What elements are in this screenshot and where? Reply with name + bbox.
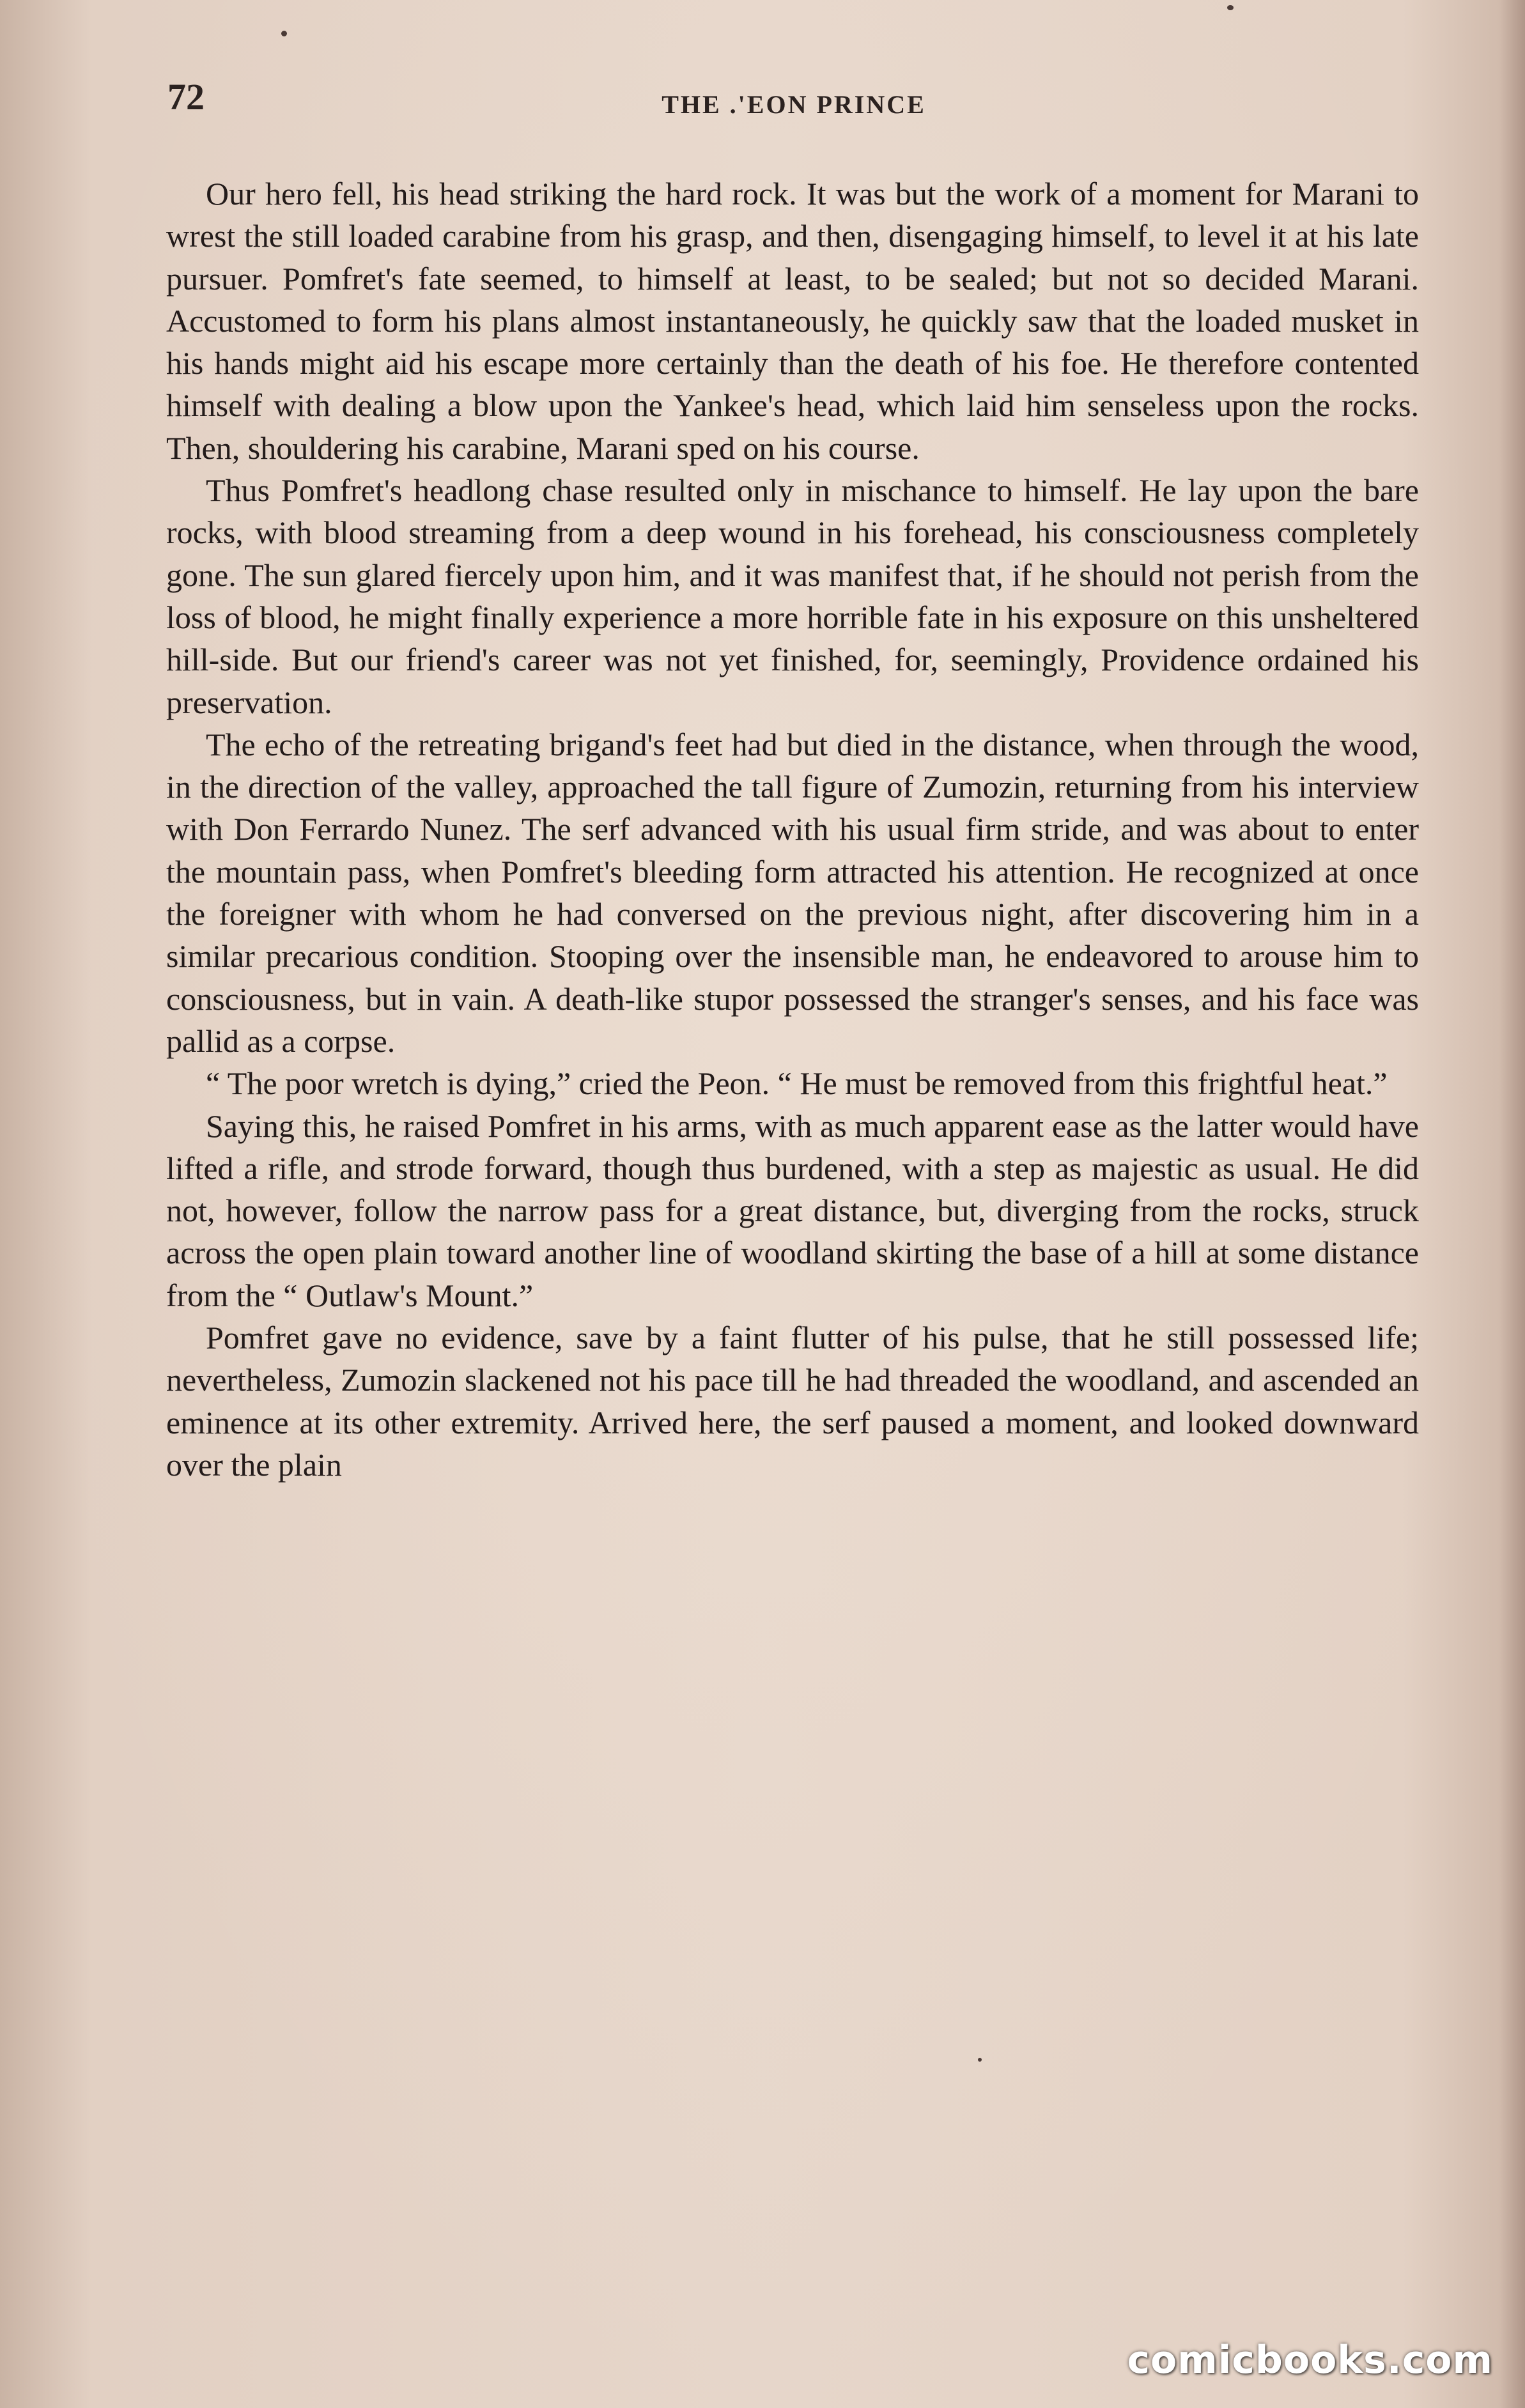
- paragraph: Pomfret gave no evidence, save by a faint flutter of his pulse, that he still possessed life; nevertheless, Zumozin slackened not his pace till he had threaded the woodland, and ascended an eminence at its other extremity. Arrived here, the serf paused a moment, and looked downward over the plain: [166, 1320, 1419, 1483]
- running-title: THE .'EON PRINCE: [662, 90, 926, 119]
- site-watermark: comicbooks.com: [1127, 2338, 1493, 2382]
- page-header: [167, 75, 1420, 133]
- page-edge-shadow: [1499, 0, 1525, 2408]
- paragraph: The echo of the retreating brigand's feet had but died in the distance, when through the wood, in the direction of the valley, approached the tall figure of Zumozin, returning from his interview with Don Ferrardo Nunez. The serf advanced with his usual firm stride, and was about to enter the mountain pass, when Pomfret's bleeding form attracted his attention. He recognized at once the foreigner with whom he had conversed on the previous night, after discovering him in a similar precarious condition. Stooping over the insensible man, he endeavored to arouse him to consciousness, but in vain. A death-like stupor possessed the stranger's senses, and his face was pallid as a corpse.: [166, 726, 1419, 1059]
- ink-speck: [281, 31, 287, 36]
- ink-speck: [978, 2058, 982, 2062]
- paragraph: Saying this, he raised Pomfret in his arms, with as much apparent ease as the latter would have lifted a rifle, and strode forward, though thus burdened, with a step as majestic as usual. He did not, however, follow the narrow pass for a great distance, but, diverging from the rocks, struck across the open plain toward another line of woodland skirting the base of a hill at some distance from the “ Outlaw's Mount.”: [166, 1108, 1419, 1313]
- ink-speck: [1227, 5, 1234, 10]
- paragraph: Our hero fell, his head striking the hard rock. It was but the work of a moment for Marani to wrest the still loaded carabine from his grasp, and then, disengaging himself, to level it at his late pursuer. Pomfret's fate seemed, to himself at least, to be sealed; but not so decided Marani. Accustomed to form his plans almost instantaneously, he quickly saw that the loaded musket in his hands might aid his escape more certainly than the death of his foe. He therefore contented himself with dealing a blow upon the Yankee's head, which laid him senseless upon the rocks. Then, shouldering his carabine, Marani sped on his course.: [166, 176, 1419, 466]
- paragraph: “ The poor wretch is dying,” cried the Peon. “ He must be removed from this frightful heat.”: [206, 1065, 1388, 1102]
- paragraph: Thus Pomfret's headlong chase resulted only in mischance to himself. He lay upon the bare rocks, with blood streaming from a deep wound in his forehead, his consciousness completely gone. The sun glared fiercely upon him, and it was manifest that, if he should not perish from the loss of blood, he might finally experience a more horrible fate in his exposure on this unsheltered hill-side. But our friend's career was not yet finished, for, seemingly, Providence ordained his preservation.: [166, 472, 1419, 720]
- page-number: 72: [167, 76, 205, 118]
- body-text: [166, 173, 1419, 1486]
